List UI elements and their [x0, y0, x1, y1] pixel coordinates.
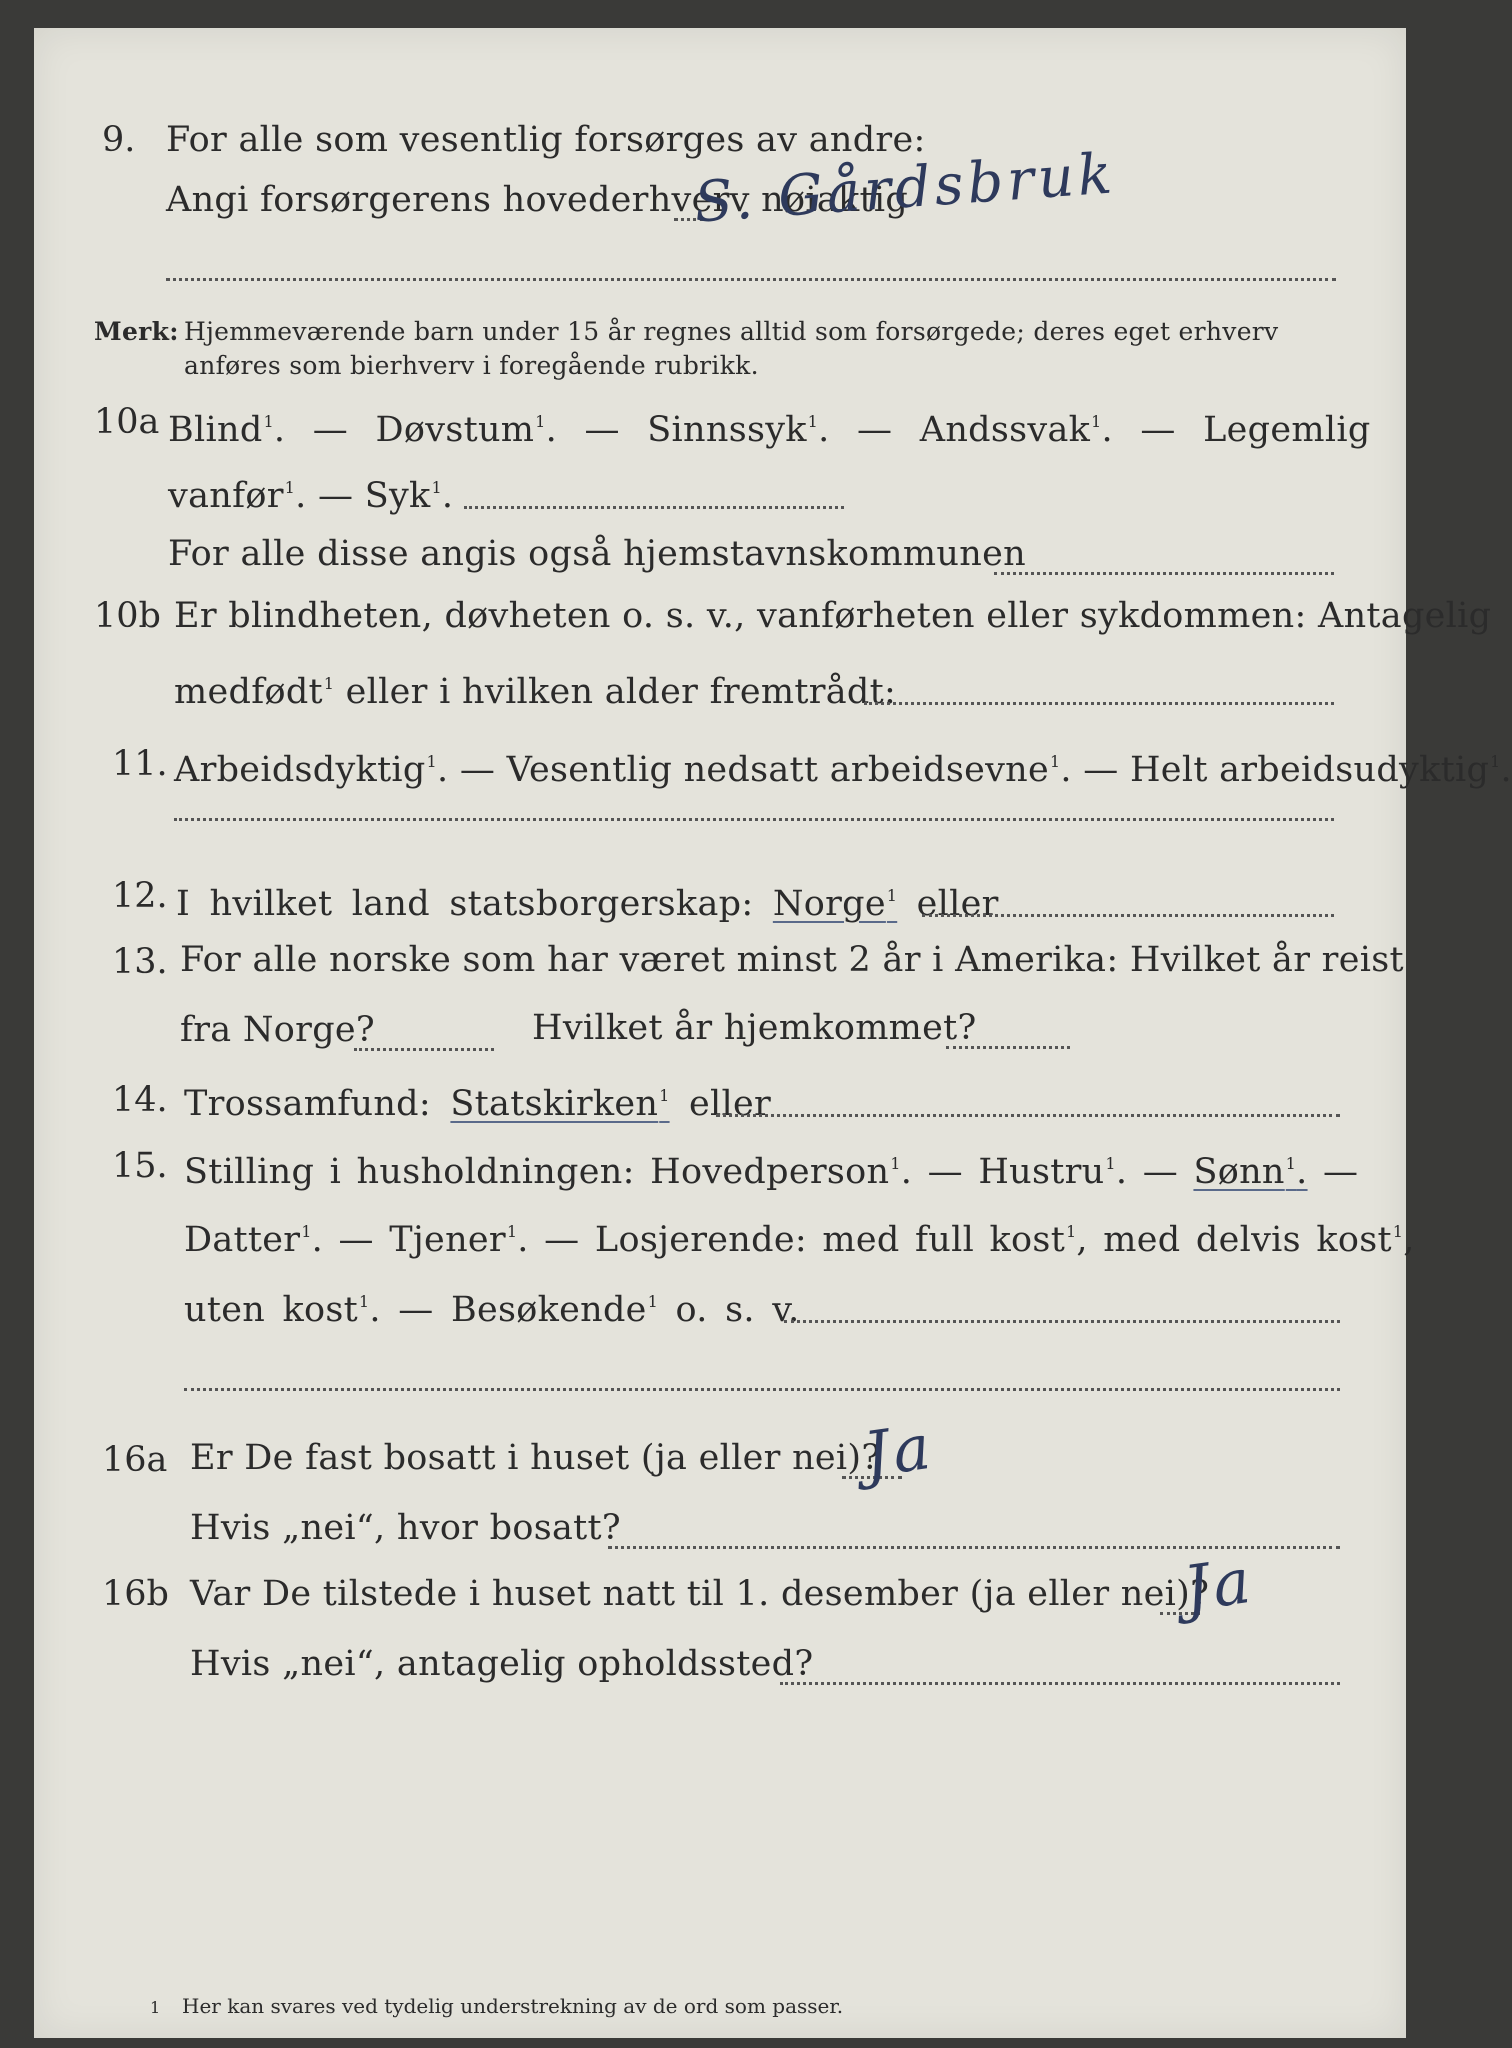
merk-line1: Hjemmeværende barn under 15 år regnes alltid som forsørgede; deres eget erhverv	[184, 317, 1279, 346]
option-med-full-kost[interactable]: med full kost$^1$,	[822, 1220, 1088, 1261]
q15-line2: Datter$^1$. — Tjener$^1$. — Losjerende: med full kost$^1$, med delvis kost$^1$,	[184, 1220, 1415, 1261]
option-sinnssyk[interactable]: Sinnssyk$^1$.	[647, 410, 830, 451]
option-blind[interactable]: Blind$^1$.	[168, 410, 286, 451]
option-syk[interactable]: Syk$^1$.	[364, 476, 454, 517]
option-hovedperson[interactable]: Hovedperson$^1$.	[650, 1152, 913, 1193]
option-legemlig[interactable]: Legemlig	[1203, 410, 1371, 451]
q9-line1: For alle som vesentlig forsørges av andre:	[166, 120, 926, 160]
merk-line2: anføres som bierhverv i foregående rubrikk.	[184, 351, 759, 380]
q16b-number: 16b	[102, 1574, 169, 1614]
option-andssvak[interactable]: Andssvak$^1$.	[919, 410, 1113, 451]
q10b-line1: Er blindheten, døvheten o. s. v., vanførheten eller sykdommen: Antagelig	[174, 596, 1492, 636]
q10a-line1	[168, 400, 1371, 452]
census-form-page	[34, 28, 1512, 2038]
q13-fra-fill	[354, 1048, 494, 1051]
option-tjener[interactable]: Tjener$^1$.	[389, 1220, 529, 1261]
option-besokende[interactable]: Besøkende$^1$	[450, 1290, 659, 1331]
option-hustru[interactable]: Hustru$^1$.	[978, 1152, 1128, 1193]
dash: —	[1140, 410, 1176, 451]
option-sonn[interactable]: Sønn$^1$.	[1193, 1152, 1308, 1193]
q9-line2: Angi forsørgerens hovederhverv nøiaktig	[166, 180, 909, 220]
footnote-text: Her kan svares ved tydelig understrekning av de ord som passer.	[182, 1994, 844, 2018]
q11-line: Arbeidsdyktig$^1$. — Vesentlig nedsatt arbeidsevne$^1$. — Helt arbeidsudyktig$^1$.	[174, 750, 1512, 791]
q10b-fill	[864, 702, 1334, 705]
q10a-line3-fill	[994, 572, 1334, 575]
option-dovstum[interactable]: Døvstum$^1$.	[375, 410, 558, 451]
q12-fill	[922, 914, 1334, 917]
q10a-number: 10a	[94, 402, 160, 442]
q13-hjem-fill	[946, 1046, 1070, 1049]
q9-number: 9.	[102, 120, 136, 160]
q12-number: 12.	[112, 876, 168, 916]
q16b-line2-fill	[780, 1682, 1340, 1685]
q15-extra-line	[184, 1388, 1340, 1391]
q14-fill	[716, 1114, 1340, 1117]
q16a-handwritten-answer[interactable]: Ja	[859, 1409, 939, 1492]
q16a-line2: Hvis „nei“, hvor bosatt?	[190, 1508, 621, 1548]
q10b-number: 10b	[94, 596, 161, 636]
q15-fill	[784, 1320, 1340, 1323]
q16a-number: 16a	[102, 1440, 168, 1480]
q10b-line2: medfødt$^1$ eller i hvilken alder fremtrådt:	[174, 672, 897, 713]
dash: —	[584, 410, 620, 451]
q12-line: I hvilket land statsborgerskap: Norge$^1$ eller	[176, 884, 999, 925]
option-arbeidsdyktig[interactable]: Arbeidsdyktig$^1$.	[174, 750, 449, 791]
q13-number: 13.	[112, 942, 168, 982]
q10a-line2	[168, 466, 453, 518]
option-datter[interactable]: Datter$^1$.	[184, 1220, 324, 1261]
option-medfodt[interactable]: medfødt$^1$	[174, 672, 335, 713]
option-statskirken[interactable]: Statskirken$^1$	[450, 1084, 670, 1125]
option-arbeidsudyktig[interactable]: Helt arbeidsudyktig$^1$.	[1129, 750, 1512, 791]
q13-line1: For alle norske som har været minst 2 år i Amerika: Hvilket år reist	[180, 940, 1404, 980]
q10a-line2-fill	[464, 506, 844, 509]
q14-line: Trossamfund: Statskirken$^1$ eller	[184, 1084, 772, 1125]
q13-hjem: Hvilket år hjemkommet?	[532, 1008, 977, 1048]
q16b-handwritten-answer[interactable]: Ja	[1179, 1543, 1259, 1626]
dash: —	[317, 476, 354, 517]
footnote-mark: 1	[150, 1998, 161, 2017]
q16a-line1: Er De fast bosatt i huset (ja eller nei)?	[190, 1438, 881, 1478]
option-med-delvis-kost[interactable]: med delvis kost$^1$,	[1103, 1220, 1415, 1261]
option-nedsatt[interactable]: Vesentlig nedsatt arbeidsevne$^1$.	[506, 750, 1072, 791]
q15-number: 15.	[112, 1146, 168, 1186]
option-uten-kost[interactable]: uten kost$^1$.	[184, 1290, 381, 1331]
q10a-line3: For alle disse angis også hjemstavnskommunen	[168, 534, 1026, 574]
merk-label: Merk:	[94, 317, 179, 346]
q13-fra: fra Norge?	[180, 1010, 375, 1050]
dash: —	[857, 410, 893, 451]
option-norge[interactable]: Norge$^1$	[772, 884, 898, 925]
q16b-line2: Hvis „nei“, antagelig opholdssted?	[190, 1644, 814, 1684]
dash: —	[312, 410, 349, 451]
q9-extra-line	[166, 278, 1336, 281]
q11-number: 11.	[112, 744, 168, 784]
q9-handwritten-answer[interactable]: S. Gårdsbruk	[692, 141, 1118, 236]
q16b-line1: Var De tilstede i huset natt til 1. desember (ja eller nei)?	[190, 1574, 1210, 1614]
q15-line3: uten kost$^1$. — Besøkende$^1$ o. s. v.	[184, 1290, 800, 1331]
q14-number: 14.	[112, 1080, 168, 1120]
q15-line1: Stilling i husholdningen: Hovedperson$^1$. — Hustru$^1$. — Sønn$^1$. —	[184, 1152, 1359, 1193]
option-vanfor[interactable]: vanfør$^1$.	[168, 476, 307, 517]
q11-fill	[174, 818, 1334, 821]
